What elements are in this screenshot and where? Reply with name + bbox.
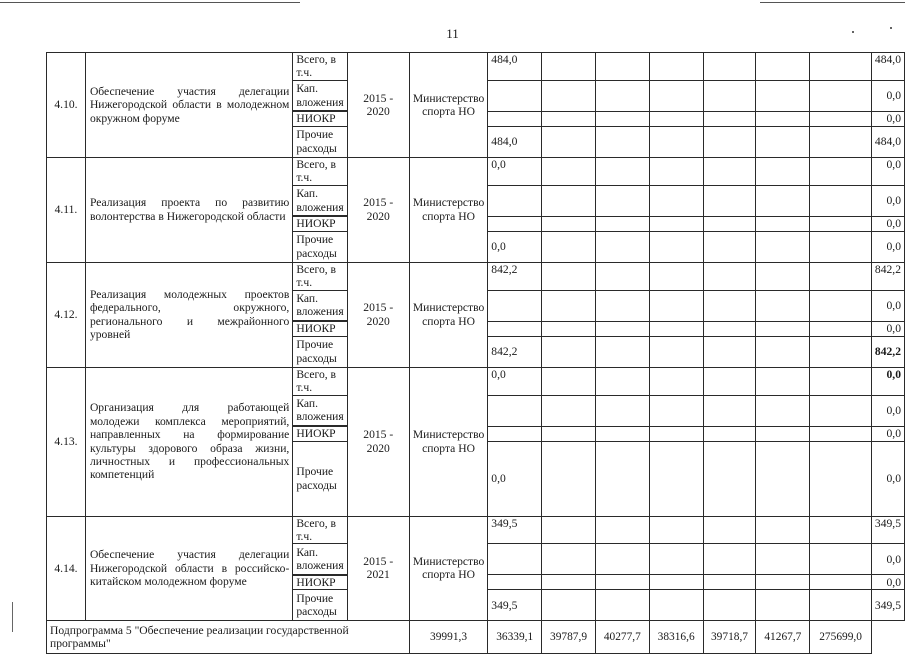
amount-empty: [595, 426, 649, 441]
amount-total: 0,0: [871, 395, 904, 426]
amount-empty: [703, 441, 756, 516]
amount-empty: [756, 516, 810, 544]
amount-empty: [703, 216, 756, 231]
amount-empty: [703, 53, 756, 81]
summary-value: 39787,9: [542, 621, 596, 654]
amount-empty: [649, 231, 703, 262]
amount-empty: [703, 262, 756, 290]
row-description: Реализация проекта по развитию волонтерства в Нижегородской области: [85, 157, 292, 262]
amount-total: 349,5: [871, 590, 904, 621]
amount-empty: [649, 290, 703, 321]
amount-empty: [649, 80, 703, 111]
row-number: 4.10.: [47, 53, 86, 158]
amount-empty: [542, 216, 596, 231]
amount-empty: [542, 126, 596, 157]
amount-empty: [810, 321, 872, 336]
amount-total: 0,0: [871, 367, 904, 395]
amount-empty: [542, 544, 596, 575]
summary-value: 40277,7: [595, 621, 649, 654]
amount-empty: [649, 126, 703, 157]
amount-empty: [649, 216, 703, 231]
amount-empty: [703, 111, 756, 126]
expense-type-label: Прочие расходы: [296, 465, 337, 492]
amount-empty: [810, 336, 872, 367]
expense-type: [293, 111, 347, 126]
amount-first-year: 0,0: [488, 441, 542, 516]
amount-total: 349,5: [871, 516, 904, 544]
expense-type-label: НИОКР: [296, 217, 336, 231]
expense-type: [293, 590, 347, 621]
summary-value: 36339,1: [488, 621, 542, 654]
amount-first-year: 0,0: [488, 231, 542, 262]
expense-type: [293, 395, 347, 426]
executor: Министерство спорта НО: [409, 516, 487, 621]
amount-empty: [595, 395, 649, 426]
amount-empty: [595, 231, 649, 262]
top-rule-right: [760, 2, 905, 3]
amount-empty: [542, 516, 596, 544]
amount-empty: [649, 321, 703, 336]
expense-type-label: Всего, в т.ч.: [296, 157, 337, 185]
expense-type: [293, 336, 347, 367]
amount-first-year: 842,2: [488, 336, 542, 367]
funding-table: [46, 52, 905, 654]
amount-total: 0,0: [871, 544, 904, 575]
expense-type: [293, 321, 347, 336]
expense-type: [293, 544, 347, 575]
amount-empty: [649, 111, 703, 126]
amount-first-year: 349,5: [488, 590, 542, 621]
amount-total: 0,0: [871, 426, 904, 441]
amount-empty: [703, 80, 756, 111]
amount-empty: [595, 321, 649, 336]
summary-value: 275699,0: [810, 621, 872, 654]
amount-empty: [595, 157, 649, 185]
expense-type-label: Всего, в т.ч.: [296, 516, 337, 543]
summary-value: 39718,7: [703, 621, 756, 654]
executor: Министерство спорта НО: [409, 262, 487, 367]
amount-empty: [542, 426, 596, 441]
amount-empty: [703, 126, 756, 157]
amount-first-year: [488, 290, 542, 321]
amount-empty: [810, 126, 872, 157]
amount-empty: [542, 53, 596, 81]
amount-empty: [649, 426, 703, 441]
amount-empty: [595, 367, 649, 395]
row-description: Обеспечение участия делегации Нижегородской области в молодежном окружном форуме: [85, 53, 292, 158]
amount-empty: [810, 575, 872, 590]
amount-empty: [595, 80, 649, 111]
executor: Министерство спорта НО: [409, 157, 487, 262]
amount-first-year: 484,0: [488, 53, 542, 81]
amount-empty: [542, 367, 596, 395]
summary-value: 39991,3: [409, 621, 487, 654]
amount-empty: [542, 80, 596, 111]
expense-type-label: Кап. вложения: [296, 545, 344, 573]
amount-empty: [756, 185, 810, 216]
amount-empty: [810, 111, 872, 126]
amount-empty: [595, 262, 649, 290]
amount-empty: [703, 157, 756, 185]
expense-type-label: Кап. вложения: [296, 396, 344, 424]
amount-empty: [542, 575, 596, 590]
amount-empty: [756, 231, 810, 262]
amount-empty: [810, 231, 872, 262]
period: 2015 - 2020: [347, 157, 409, 262]
period: 2015 - 2020: [347, 53, 409, 158]
amount-empty: [756, 262, 810, 290]
period: 2015 - 2021: [347, 516, 409, 621]
amount-total: 0,0: [871, 216, 904, 231]
amount-first-year: [488, 395, 542, 426]
amount-first-year: [488, 544, 542, 575]
amount-empty: [542, 321, 596, 336]
amount-first-year: [488, 185, 542, 216]
page-number: 11: [446, 26, 459, 41]
amount-total: 0,0: [871, 80, 904, 111]
amount-total: 842,2: [871, 336, 904, 367]
amount-first-year: [488, 111, 542, 126]
row-number: 4.13.: [47, 367, 86, 516]
amount-total: 0,0: [871, 575, 904, 590]
expense-type: [293, 516, 347, 544]
expense-type-label: Всего, в т.ч.: [296, 53, 337, 80]
amount-empty: [703, 231, 756, 262]
amount-empty: [703, 544, 756, 575]
amount-empty: [756, 216, 810, 231]
expense-type-label: НИОКР: [296, 427, 336, 441]
expense-type-label: Кап. вложения: [296, 291, 344, 319]
amount-empty: [756, 336, 810, 367]
amount-empty: [649, 441, 703, 516]
executor: Министерство спорта НО: [409, 53, 487, 158]
amount-empty: [542, 590, 596, 621]
expense-type-label: Прочие расходы: [296, 338, 337, 365]
amount-empty: [810, 516, 872, 544]
amount-empty: [703, 321, 756, 336]
expense-type-label: Прочие расходы: [296, 128, 337, 155]
scan-edge-mark: [12, 602, 13, 632]
amount-empty: [595, 185, 649, 216]
expense-type: [293, 80, 347, 111]
amount-empty: [649, 185, 703, 216]
expense-type-label: Всего, в т.ч.: [296, 262, 337, 290]
amount-empty: [595, 516, 649, 544]
amount-total: 0,0: [871, 185, 904, 216]
amount-empty: [703, 185, 756, 216]
amount-empty: [756, 544, 810, 575]
amount-first-year: [488, 426, 542, 441]
amount-empty: [595, 441, 649, 516]
amount-empty: [810, 395, 872, 426]
amount-empty: [703, 590, 756, 621]
expense-type-label: НИОКР: [296, 112, 336, 126]
amount-first-year: 0,0: [488, 157, 542, 185]
amount-empty: [595, 590, 649, 621]
amount-empty: [542, 157, 596, 185]
amount-empty: [649, 544, 703, 575]
expense-type-label: НИОКР: [296, 575, 336, 589]
amount-empty: [810, 157, 872, 185]
amount-empty: [810, 426, 872, 441]
expense-type: [293, 53, 347, 81]
amount-empty: [810, 80, 872, 111]
row-number: 4.12.: [47, 262, 86, 367]
amount-empty: [810, 544, 872, 575]
amount-empty: [756, 157, 810, 185]
amount-empty: [756, 111, 810, 126]
amount-total: 0,0: [871, 157, 904, 185]
amount-empty: [595, 111, 649, 126]
amount-empty: [703, 426, 756, 441]
amount-total: 484,0: [871, 126, 904, 157]
amount-empty: [542, 290, 596, 321]
amount-empty: [756, 575, 810, 590]
amount-empty: [756, 441, 810, 516]
amount-empty: [649, 516, 703, 544]
amount-empty: [595, 336, 649, 367]
amount-empty: [542, 231, 596, 262]
amount-empty: [649, 336, 703, 367]
amount-empty: [595, 53, 649, 81]
amount-total: 0,0: [871, 231, 904, 262]
amount-first-year: [488, 575, 542, 590]
amount-first-year: 842,2: [488, 262, 542, 290]
table-row: [47, 516, 905, 544]
amount-empty: [649, 262, 703, 290]
table-row: [47, 157, 905, 185]
amount-empty: [703, 395, 756, 426]
amount-empty: [756, 426, 810, 441]
amount-empty: [756, 590, 810, 621]
expense-type: [293, 262, 347, 290]
amount-first-year: 0,0: [488, 367, 542, 395]
amount-empty: [703, 516, 756, 544]
amount-empty: [703, 290, 756, 321]
amount-empty: [703, 367, 756, 395]
amount-empty: [756, 321, 810, 336]
summary-value: 38316,6: [649, 621, 703, 654]
amount-empty: [542, 111, 596, 126]
amount-empty: [756, 80, 810, 111]
table-row: [47, 262, 905, 290]
amount-total: 0,0: [871, 290, 904, 321]
table-row: [47, 53, 905, 81]
expense-type-label: Кап. вложения: [296, 82, 344, 109]
summary-row: [47, 621, 905, 654]
expense-type-label: Всего, в т.ч.: [296, 367, 337, 395]
expense-type: [293, 575, 347, 590]
amount-empty: [595, 290, 649, 321]
amount-total: 0,0: [871, 321, 904, 336]
expense-type: [293, 290, 347, 321]
amount-empty: [756, 367, 810, 395]
amount-empty: [703, 575, 756, 590]
period: 2015 - 2020: [347, 367, 409, 516]
amount-empty: [542, 185, 596, 216]
amount-empty: [810, 185, 872, 216]
amount-empty: [810, 367, 872, 395]
amount-total: 0,0: [871, 111, 904, 126]
amount-empty: [595, 126, 649, 157]
amount-empty: [595, 544, 649, 575]
amount-empty: [649, 53, 703, 81]
amount-empty: [756, 53, 810, 81]
expense-type: [293, 157, 347, 185]
summary-label: Подпрограмма 5 "Обеспечение реализации государственной программы": [47, 621, 410, 654]
expense-type: [293, 126, 347, 157]
amount-empty: [542, 441, 596, 516]
row-description: Обеспечение участия делегации Нижегородской области в российско-китайском молодежном форуме: [85, 516, 292, 621]
amount-empty: [595, 216, 649, 231]
amount-empty: [649, 157, 703, 185]
expense-type: [293, 426, 347, 441]
expense-type: [293, 216, 347, 231]
row-number: 4.14.: [47, 516, 86, 621]
expense-type: [293, 367, 347, 395]
expense-type-label: Прочие расходы: [296, 233, 337, 260]
expense-type: [293, 231, 347, 262]
expense-type-label: Кап. вложения: [296, 187, 344, 214]
amount-empty: [810, 216, 872, 231]
row-number: 4.11.: [47, 157, 86, 262]
executor: Министерство спорта НО: [409, 367, 487, 516]
amount-total: 484,0: [871, 53, 904, 81]
amount-empty: [810, 53, 872, 81]
amount-empty: [649, 395, 703, 426]
amount-empty: [542, 336, 596, 367]
amount-first-year: 484,0: [488, 126, 542, 157]
amount-first-year: 349,5: [488, 516, 542, 544]
amount-total: 0,0: [871, 441, 904, 516]
amount-first-year: [488, 321, 542, 336]
period: 2015 - 2020: [347, 262, 409, 367]
amount-empty: [649, 590, 703, 621]
amount-empty: [649, 367, 703, 395]
amount-empty: [756, 290, 810, 321]
amount-empty: [542, 395, 596, 426]
summary-value: 41267,7: [756, 621, 810, 654]
amount-empty: [810, 590, 872, 621]
expense-type: [293, 185, 347, 216]
expense-type-label: Прочие расходы: [296, 591, 337, 619]
amount-empty: [595, 575, 649, 590]
amount-empty: [810, 441, 872, 516]
row-description: Организация для работающей молодежи комплекса мероприятий, направленных на формирование культуры здорового образа жизни, личностных и профессиональных компетенций: [85, 367, 292, 516]
amount-empty: [810, 262, 872, 290]
amount-first-year: [488, 80, 542, 111]
amount-empty: [542, 262, 596, 290]
expense-type: [293, 441, 347, 516]
amount-empty: [810, 290, 872, 321]
table-row: [47, 367, 905, 395]
top-rule-left: [0, 2, 300, 3]
amount-empty: [756, 126, 810, 157]
amount-total: 842,2: [871, 262, 904, 290]
amount-empty: [649, 575, 703, 590]
amount-empty: [756, 395, 810, 426]
amount-empty: [703, 336, 756, 367]
row-description: Реализация молодежных проектов федерального, окружного, регионального и межрайонного уровней: [85, 262, 292, 367]
amount-first-year: [488, 216, 542, 231]
expense-type-label: НИОКР: [296, 322, 336, 336]
